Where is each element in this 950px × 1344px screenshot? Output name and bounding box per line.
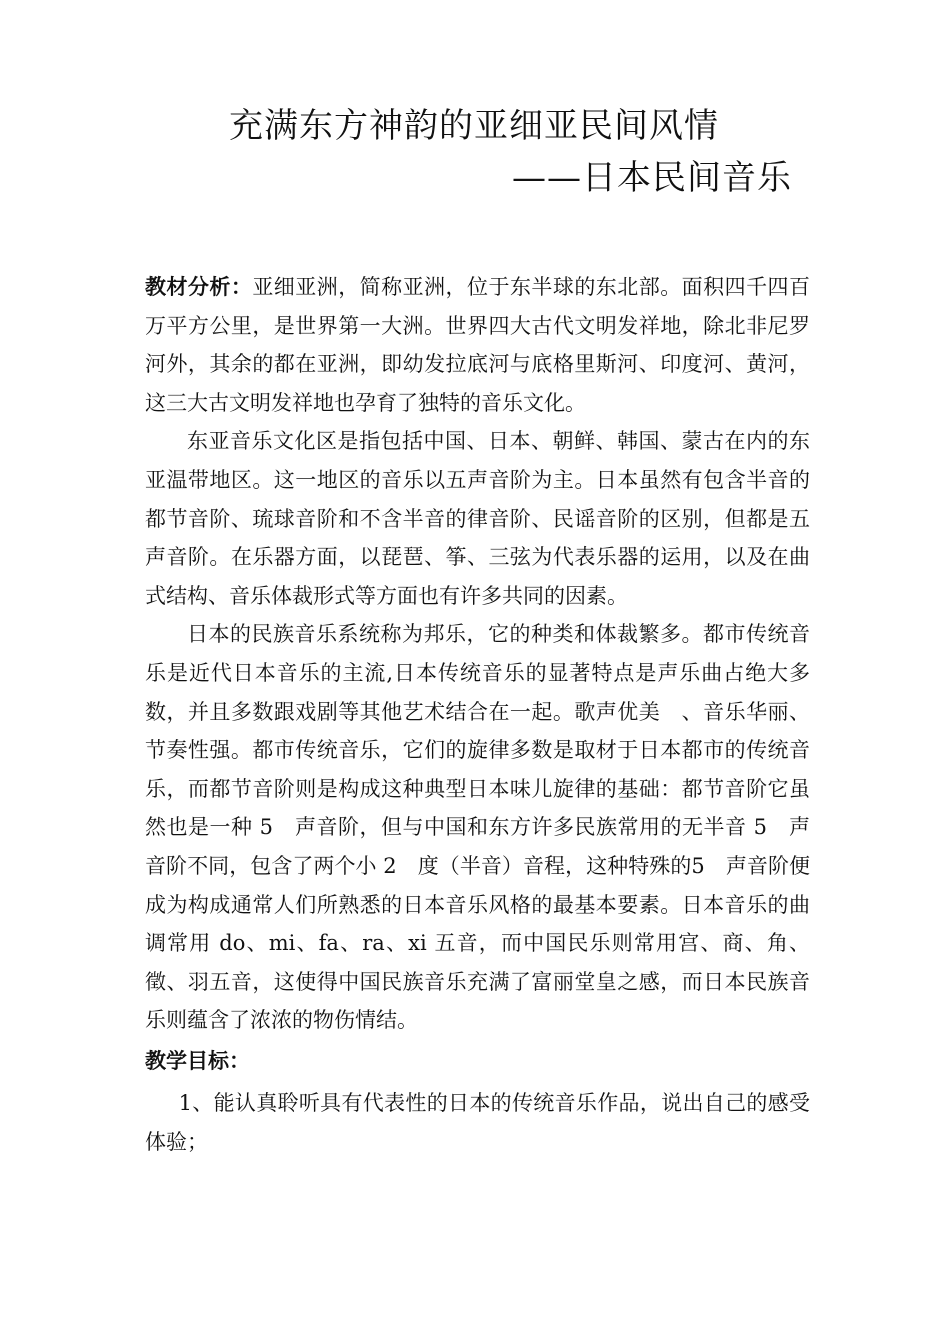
analysis-paragraph-1 <box>145 268 810 422</box>
objective-item-1: 1、能认真聆听具有代表性的日本的传统音乐作品，说出自己的感受体验； <box>145 1091 810 1155</box>
document-subtitle: ——日本民间音乐 <box>512 158 792 198</box>
analysis-paragraph-3: 日本的民族音乐系统称为邦乐，它的种类和体裁繁多。都市传统音乐是近代日本音乐的主流,日本传统音乐的显著特点是声乐曲占绝大多数，并且多数跟戏剧等其他艺术结合在一起。歌声优美 、音乐华丽、节奏性强。都市传统音乐，它们的旋律多数是取材于日本都市的传统音乐，而都节音阶则是构成这种典型日本味儿旋律的基础：都节音阶它虽然也是一种 5 声音阶，但与中国和东方许多民族常用的无半音 5 声音阶不同，包含了两个小 2 度（半音）音程，这种特殊的5 声音阶便成为构成通常人们所熟悉的日本音乐风格的最基本要素。日本音乐的曲调常用 do、mi、fa、ra、xi 五音，而中国民乐则常用宫、商、角、徵、羽五音，这使得中国民族音乐充满了富丽堂皇之感，而日本民族音乐则蕴含了浓浓的物伤情结。 <box>145 622 810 1033</box>
analysis-text-1: 亚细亚洲，简称亚洲，位于东半球的东北部。面积四千四百万平方公里，是世界第一大洲。世界四大古代文明发祥地，除北非尼罗河外，其余的都在亚洲，即幼发拉底河与底格里斯河、印度河、黄河，这三大古文明发祥地也孕育了独特的音乐文化。 <box>145 275 811 415</box>
document-body <box>145 268 810 1162</box>
analysis-label: 教材分析： <box>145 275 253 299</box>
analysis-paragraph-2: 东亚音乐文化区是指包括中国、日本、朝鲜、韩国、蒙古在内的东亚温带地区。这一地区的音乐以五声音阶为主。日本虽然有包含半音的都节音阶、琉球音阶和不含半音的律音阶、民谣音阶的区别，但都是五声音阶。在乐器方面，以琵琶、筝、三弦为代表乐器的运用，以及在曲式结构、音乐体裁形式等方面也有许多共同的因素。 <box>145 429 810 608</box>
objectives-heading: 教学目标： <box>145 1048 250 1073</box>
document-title: 充满东方神韵的亚细亚民间风情 <box>229 106 719 146</box>
